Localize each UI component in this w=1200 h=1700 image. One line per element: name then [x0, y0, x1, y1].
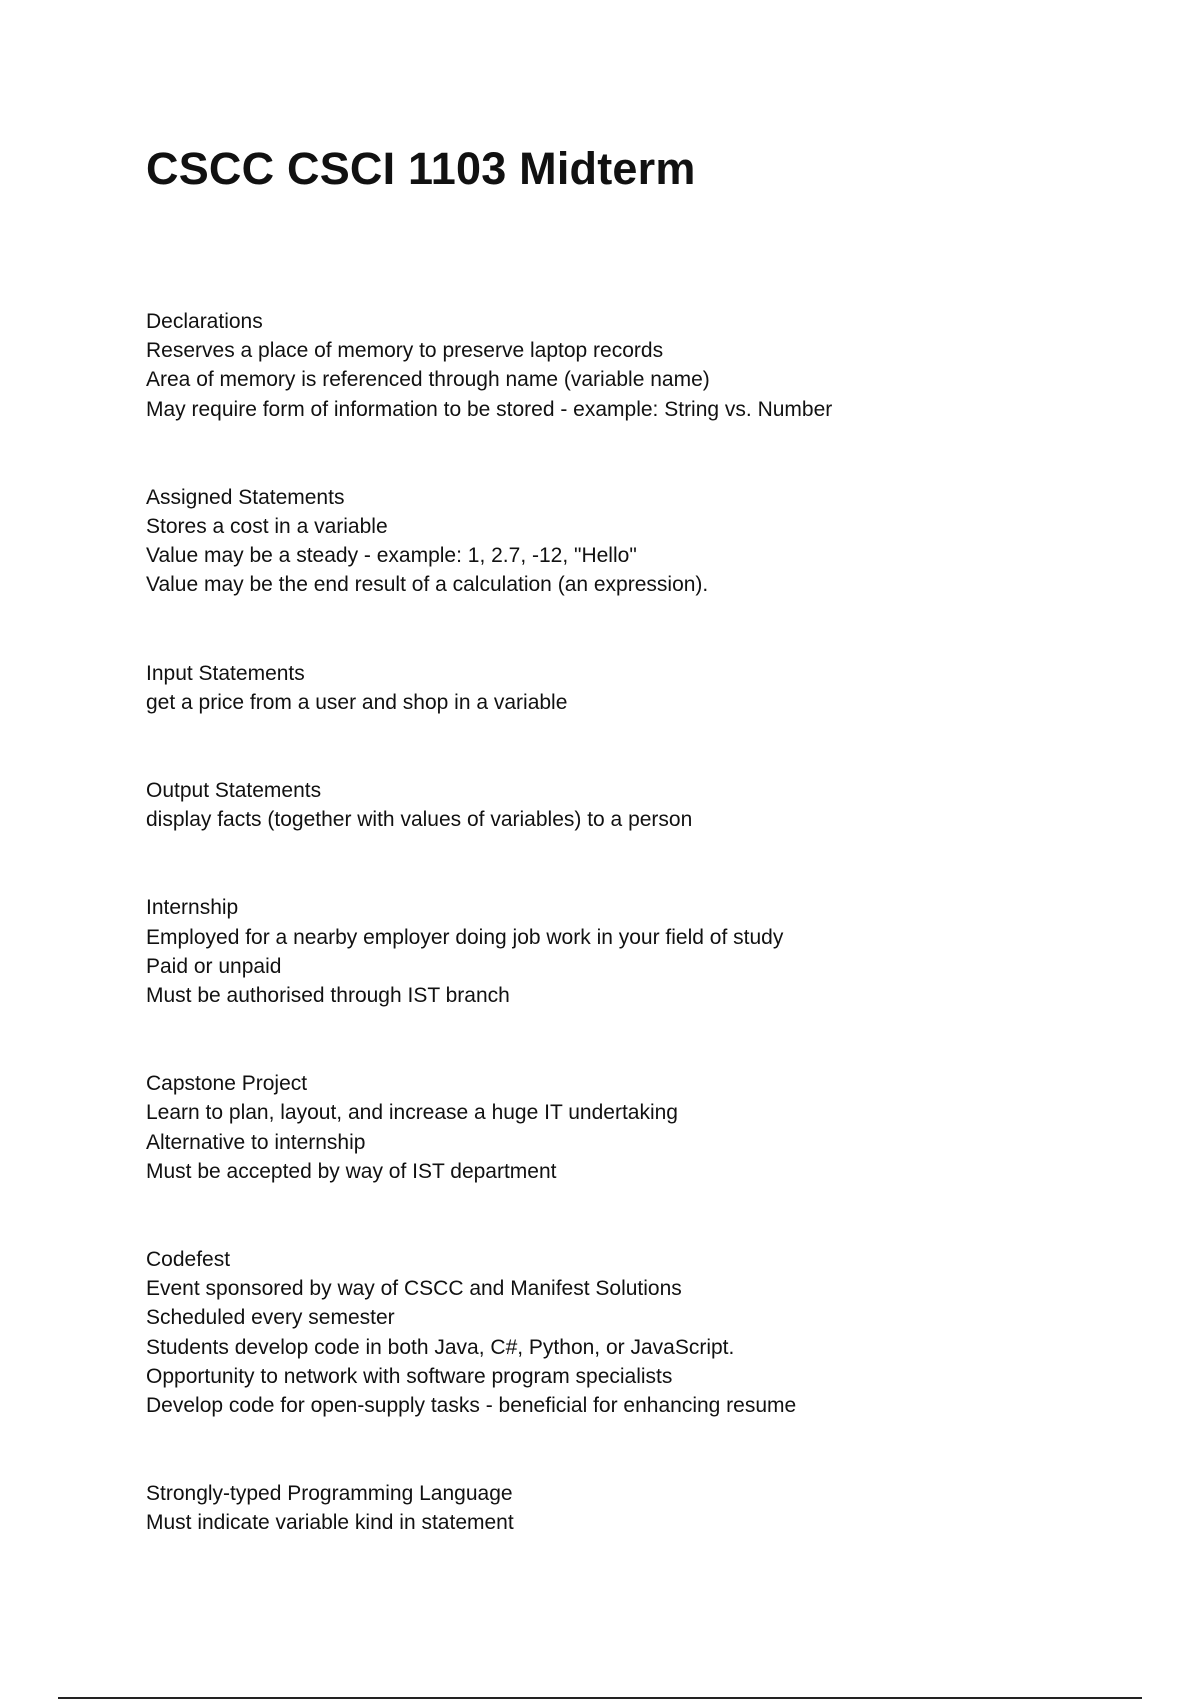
section-heading: Strongly-typed Programming Language [146, 1482, 513, 1506]
section-declarations [146, 307, 1146, 424]
section-internship [146, 893, 1146, 1010]
section-line: Students develop code in both Java, C#, Python, or JavaScript. [146, 1335, 735, 1359]
section-line: Scheduled every semester [146, 1306, 395, 1330]
section-output-statements [146, 776, 1146, 834]
notes-body [146, 307, 1146, 1538]
section-line: Area of memory is referenced through name (variable name) [146, 368, 710, 392]
section-line: Event sponsored by way of CSCC and Manifest Solutions [146, 1277, 682, 1301]
section-line: Reserves a place of memory to preserve laptop records [146, 339, 664, 363]
section-line: Stores a cost in a variable [146, 515, 388, 539]
section-heading: Codefest [146, 1248, 231, 1272]
section-line: Must be authorised through IST branch [146, 984, 510, 1008]
page-title: CSCC CSCI 1103 Midterm [146, 143, 696, 194]
section-line: Learn to plan, layout, and increase a huge IT undertaking [146, 1101, 678, 1125]
section-heading: Assigned Statements [146, 485, 345, 509]
section-heading: Input Statements [146, 661, 305, 685]
section-line: Value may be the end result of a calculation (an expression). [146, 573, 709, 597]
section-assigned-statements [146, 483, 1146, 600]
section-line: May require form of information to be stored - example: String vs. Number [146, 397, 833, 421]
section-line: Develop code for open-supply tasks - beneficial for enhancing resume [146, 1394, 797, 1418]
section-line: Paid or unpaid [146, 954, 282, 978]
section-heading: Output Statements [146, 779, 322, 803]
section-strongly-typed-language [146, 1479, 1146, 1537]
section-line: Value may be a steady - example: 1, 2.7, -12, "Hello" [146, 544, 637, 568]
section-heading: Internship [146, 896, 239, 920]
section-line: get a price from a user and shop in a variable [146, 690, 568, 714]
section-line: Opportunity to network with software program specialists [146, 1364, 673, 1388]
section-codefest [146, 1245, 1146, 1420]
section-heading: Declarations [146, 310, 263, 333]
section-capstone-project [146, 1069, 1146, 1186]
section-line: Must be accepted by way of IST department [146, 1159, 557, 1183]
section-line: Must indicate variable kind in statement [146, 1511, 514, 1535]
section-line: Alternative to internship [146, 1130, 366, 1154]
section-line: display facts (together with values of variables) to a person [146, 808, 693, 832]
section-heading: Capstone Project [146, 1072, 308, 1096]
section-line: Employed for a nearby employer doing job work in your field of study [146, 925, 784, 949]
section-input-statements [146, 659, 1146, 717]
footer-divider [58, 1697, 1142, 1699]
